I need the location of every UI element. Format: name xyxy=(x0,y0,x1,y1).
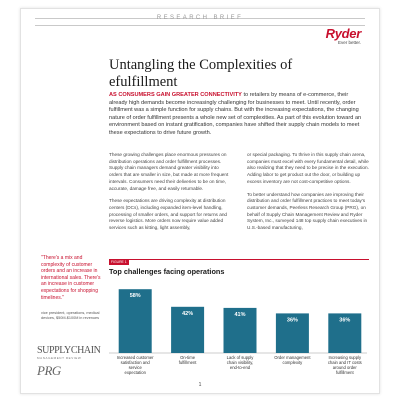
body-paragraph: To better understand how companies are improving their distribution and order fulfillment practices to meet today's customer demands, Peerless Research Group (PRG), on behalf of Supply Chain Management Review and Ryder System, Inc., surveyed 148 top supply chain executives in U.S.-based manufacturing, xyxy=(247,191,368,231)
chart-category-label: On-time fulfillment xyxy=(178,355,197,365)
supply-chain-logo-subtitle: MANAGEMENT REVIEW xyxy=(37,356,82,360)
chart-category-label: Increasing supply chain and IT costs around order fulfillment xyxy=(327,355,362,375)
prg-logo: PRG xyxy=(37,363,61,378)
page-number: 1 xyxy=(198,382,202,388)
chart-title: Top challenges facing operations xyxy=(109,267,225,276)
supply-chain-logo: SUPPLYCHAIN xyxy=(37,345,101,356)
article-intro xyxy=(109,92,365,138)
body-paragraph: These growing challenges place enormous pressures on distribution operations and order fulfillment processes. Supply chain managers demand greater visibility into orders that are smaller in size, but made at more frequent intervals. Consumers need their deliveries to be on time, accurate, damage free, and easily returnable. xyxy=(109,152,229,191)
chart-value-label: 42% xyxy=(182,310,194,317)
chart-category-label: Increased customer satisfaction and service expectation xyxy=(116,355,154,375)
intro-lead: AS CONSUMERS GAIN GREATER CONNECTIVITY xyxy=(109,92,242,98)
quote-attribution: vice president, operations, medical devices, $50M-$100M in revenues xyxy=(41,311,100,320)
article-title: Untangling the Complexities of efulfillment xyxy=(109,57,293,90)
chart-value-label: 36% xyxy=(286,317,298,324)
chart-value-label: 58% xyxy=(129,293,141,300)
chart-category-label: Order management complexity xyxy=(274,355,311,365)
research-brief-label: RESEARCH BRIEF xyxy=(156,15,244,21)
body-column-right xyxy=(247,152,369,238)
pull-quote: "There's a mix and complexity of customer orders and an increase in international sales. There's an increase in customer expectations for shopping timelines." xyxy=(41,255,101,301)
chart-category-label: Lack of supply chain visibility, end-to-end xyxy=(226,355,254,370)
body-column-left xyxy=(109,152,231,238)
body-paragraph: or special packaging. To thrive in this supply chain arena, companies must excel with every fundamental detail, while also realizing that they need to be precise in the execution. Adding labor to get product out the door, or building up excess inventory are not cost-competitive options. xyxy=(247,152,369,184)
chart-value-label: 41% xyxy=(234,311,246,318)
intro-body: to retailers by means of e-commerce, their already high demands become increasingly challenging for businesses to meet. Until recently, order fulfillment was a simple function for supply chains. But with the increasing expectations, the changing nature of order fulfillment presents a whole new set of complexities. As part of this evolution toward an environment based on instant gratification, companies have shifted their supply chain models to meet these expectations to drive future growth. xyxy=(109,92,362,136)
body-paragraph: These expectations are driving complexity at distribution centers (DCs), including expanded item-level handling, processing of smaller orders, and support for returns and reverse logistics. More orders now require value added services such as kitting, light assembly, xyxy=(109,198,228,231)
chart-value-label: 36% xyxy=(339,317,351,324)
research-brief-page xyxy=(20,8,380,394)
ryder-logo-tagline: Ever better. xyxy=(337,40,361,45)
ryder-logo xyxy=(326,28,361,46)
ryder-logo-word: Ryder xyxy=(325,26,361,41)
figure-label: FIGURE 1 xyxy=(111,260,127,264)
bar-chart xyxy=(109,277,371,381)
header-rule-bottom xyxy=(35,25,365,26)
figure-rule xyxy=(109,259,369,260)
